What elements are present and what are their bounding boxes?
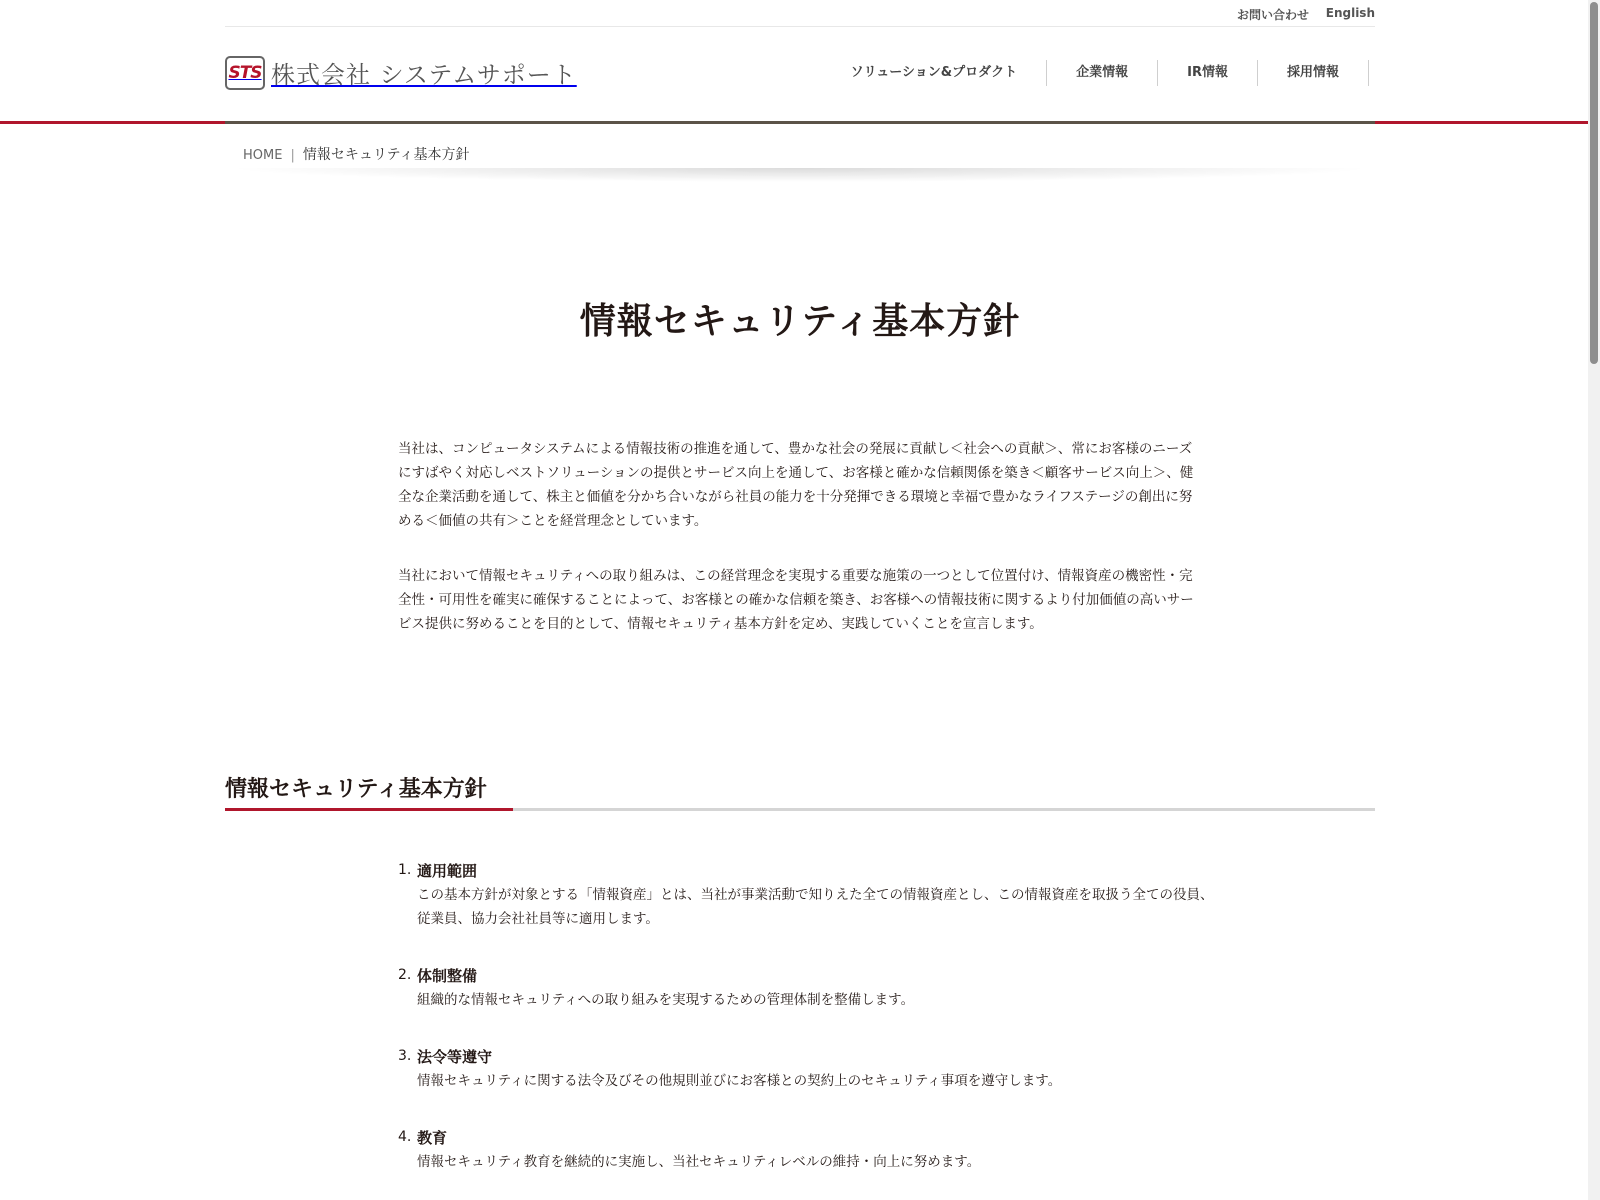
breadcrumb-separator: | — [290, 148, 295, 163]
logo-company-name: 株式会社 システムサポート — [271, 61, 577, 89]
nav-item-company[interactable]: 企業情報 — [1047, 60, 1158, 86]
breadcrumb-shadow — [225, 168, 1375, 182]
policy-number: 4. — [398, 1129, 412, 1145]
vertical-scrollbar[interactable] — [1588, 0, 1600, 1200]
breadcrumb-current: 情報セキュリティ基本方針 — [302, 147, 470, 163]
site-logo[interactable] — [225, 55, 577, 90]
site-header — [225, 27, 1375, 122]
logo-mark: STS — [225, 56, 265, 90]
breadcrumb — [243, 144, 469, 164]
policy-number: 1. — [398, 862, 412, 878]
policy-title: 法令等遵守 — [417, 1048, 493, 1066]
global-nav — [822, 60, 1369, 86]
header-divider — [0, 121, 1600, 124]
policy-description: 情報セキュリティに関する法令及びその他規則並びにお客様との契約上のセキュリティ事項を遵守します。 — [417, 1073, 1062, 1089]
utility-bar — [225, 0, 1375, 27]
nav-item-solutions[interactable]: ソリューション&プロダクト — [822, 60, 1047, 86]
nav-item-recruit[interactable]: 採用情報 — [1258, 60, 1369, 86]
policy-description: 情報セキュリティ教育を継続的に実施し、当社セキュリティレベルの維持・向上に努めます。 — [417, 1154, 981, 1170]
policy-title: 適用範囲 — [417, 862, 478, 880]
scrollbar-thumb[interactable] — [1590, 2, 1598, 364]
policy-item — [398, 964, 1218, 1012]
page-title: 情報セキュリティ基本方針 — [579, 301, 1021, 342]
breadcrumb-home-link[interactable]: HOME — [243, 148, 283, 163]
policy-title: 教育 — [417, 1129, 448, 1147]
english-link[interactable]: English — [1325, 6, 1375, 20]
policy-item — [398, 859, 1218, 931]
contact-link[interactable]: お問い合わせ — [1236, 8, 1309, 22]
intro-paragraph: 当社において情報セキュリティへの取り組みは、この経営理念を実現する重要な施策の一つとして位置付け、情報資産の機密性・完全性・可用性を確実に確保することによって、お客様との確かな信頼を築き、お客様への情報技術に関するより付加価値の高いサービス提供に努めることを目的として、情報セキュリティ基本方針を定め、実践していくことを宣言します。 — [398, 568, 1194, 632]
policy-number: 3. — [398, 1048, 412, 1064]
policy-description: 組織的な情報セキュリティへの取り組みを実現するための管理体制を整備します。 — [417, 992, 915, 1008]
section-heading — [225, 772, 1375, 811]
policy-number: 2. — [398, 967, 412, 983]
intro-paragraph: 当社は、コンピュータシステムによる情報技術の推進を通して、豊かな社会の発展に貢献し＜社会への貢献＞、常にお客様のニーズにすばやく対応しベストソリューションの提供とサービス向上を通して、お客様と確かな信頼関係を築き＜顧客サービス向上＞、健全な企業活動を通して、株主と価値を分かち合いながら社員の能力を十分発揮できる環境と幸福で豊かなライフステージの創出に努める＜価値の共有＞ことを経営理念としています。 — [398, 441, 1194, 529]
policy-title: 体制整備 — [417, 967, 478, 985]
policy-item — [398, 1126, 1218, 1174]
nav-item-ir[interactable]: IR情報 — [1158, 60, 1258, 86]
section-title: 情報セキュリティ基本方針 — [225, 777, 487, 802]
section-underline — [225, 808, 1375, 811]
policy-item — [398, 1045, 1218, 1093]
policy-description: この基本方針が対象とする「情報資産」とは、当社が事業活動で知りえた全ての情報資産とし、この情報資産を取扱う全ての役員、従業員、協力会社社員等に適用します。 — [417, 887, 1214, 927]
